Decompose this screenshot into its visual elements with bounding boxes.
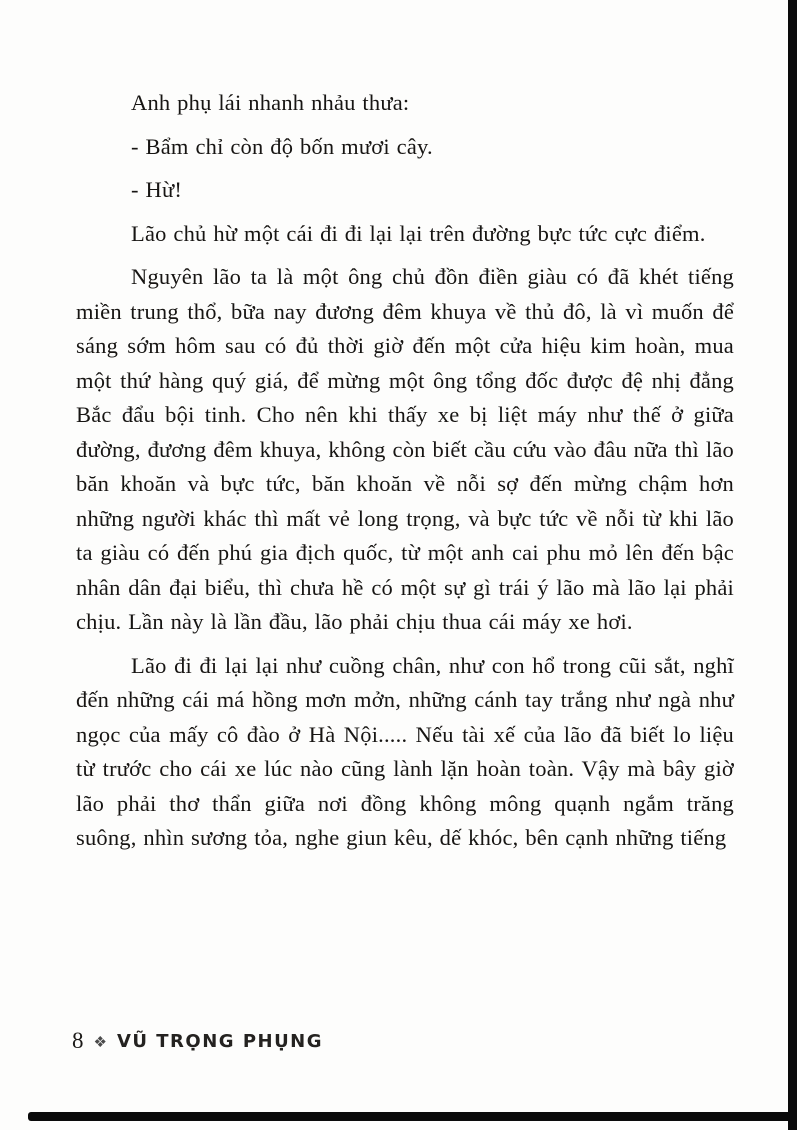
page-number: 8 xyxy=(72,1028,84,1053)
paragraph: Lão chủ hừ một cái đi đi lại lại trên đường bực tức cực điểm. xyxy=(131,220,706,246)
page-footer xyxy=(72,1028,323,1054)
diamond-ornament-icon: ❖ xyxy=(93,1034,107,1051)
paragraph: - Bẩm chỉ còn độ bốn mươi cây. xyxy=(131,133,433,159)
paragraph: Lão đi đi lại lại như cuồng chân, như con hổ trong cũi sắt, nghĩ đến những cái má hồng mơn mởn, những cánh tay trắng như ngà như ngọc của mấy cô đào ở Hà Nội..... Nếu tài xế của lão đã biết lo liệu từ trước cho cái xe lúc nào cũng lành lặn hoàn toàn. Vậy mà bây giờ lão phải thơ thẩn giữa nơi đồng không mông quạnh ngắm trăng suông, nhìn sương tỏa, nghe giun kêu, dế khóc, bên cạnh những tiếng xyxy=(76,652,734,850)
paragraph: Nguyên lão ta là một ông chủ đồn điền giàu có đã khét tiếng miền trung thổ, bữa nay đương đêm khuya về thủ đô, là vì muốn để sáng sớm hôm sau có đủ thời giờ đến một cửa hiệu kim hoàn, mua một thứ hàng quý giá, để mừng một ông tổng đốc được đệ nhị đẳng Bắc đẩu bội tinh. Cho nên khi thấy xe bị liệt máy như thế ở giữa đường, đương đêm khuya, không còn biết cầu cứu vào đâu nữa thì lão băn khoăn và bực tức, băn khoăn về nỗi sợ đến mừng chậm hơn những người khác thì mất vẻ long trọng, và bực tức về nỗi từ khi lão ta giàu có đến phú gia địch quốc, từ một anh cai phu mỏ lên đến bậc nhân dân đại biểu, thì chưa hề có một sự gì trái ý lão mà lão lại phải chịu. Lần này là lần đầu, lão phải chịu thua cái máy xe hơi. xyxy=(76,264,734,634)
paragraph: Anh phụ lái nhanh nhảu thưa: xyxy=(131,90,410,115)
body-text xyxy=(76,86,734,865)
scan-edge-right xyxy=(788,0,797,1130)
paragraph: - Hừ! xyxy=(131,177,183,202)
author-name: VŨ TRỌNG PHỤNG xyxy=(116,1030,324,1052)
scan-edge-bottom xyxy=(28,1112,797,1121)
